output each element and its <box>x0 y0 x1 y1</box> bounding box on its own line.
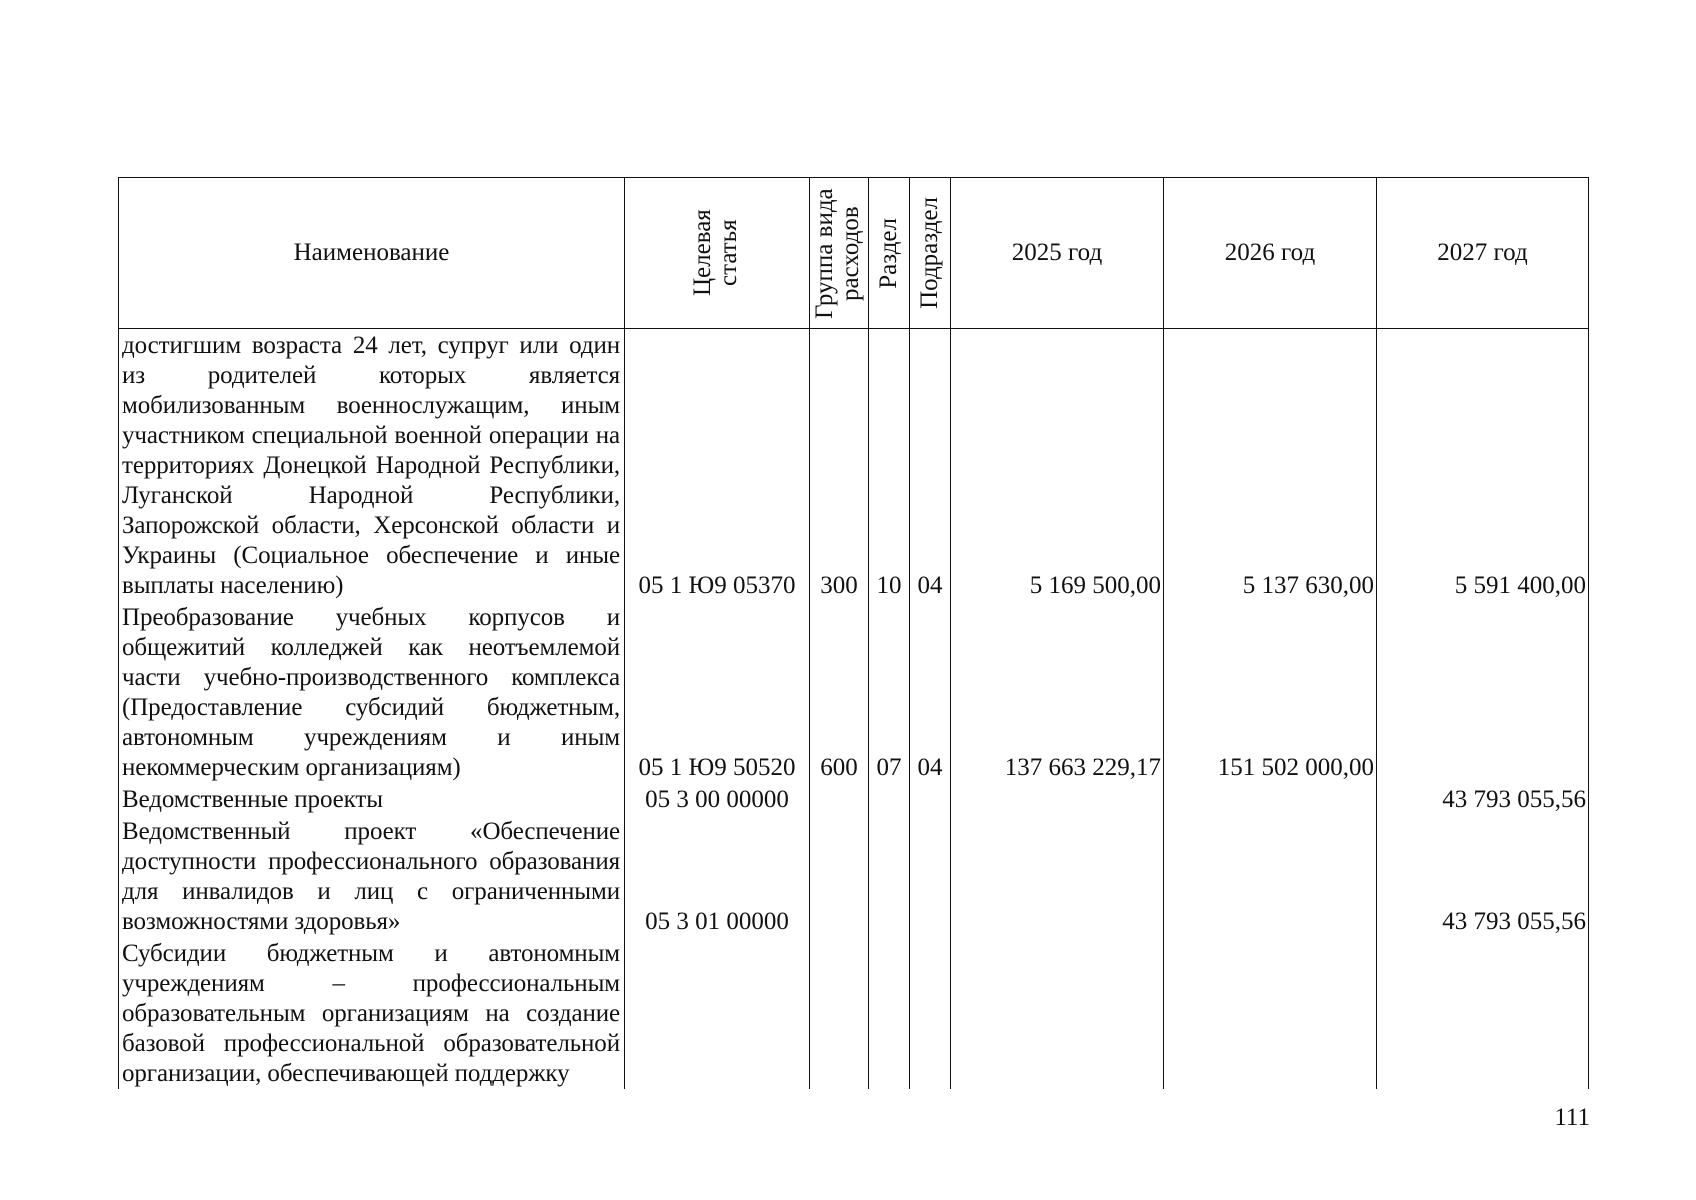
row-subsection <box>910 815 951 937</box>
header-2025: 2025 год <box>951 178 1164 329</box>
row-subsection <box>910 937 951 1089</box>
row-target: 05 1 Ю9 05370 <box>625 329 810 602</box>
row-2027: 5 591 400,00 <box>1377 329 1589 602</box>
row-2025 <box>951 815 1164 937</box>
row-group <box>810 783 869 815</box>
header-subsection: Подраздел <box>910 178 951 329</box>
row-name: Ведомственный проект «Обеспечение доступности профессионального образования для инвалидов и лиц с ограниченными возможностями здоровья» <box>119 815 625 937</box>
row-2025: 137 663 229,17 <box>951 601 1164 783</box>
row-subsection: 04 <box>910 601 951 783</box>
row-2027: 43 793 055,56 <box>1377 815 1589 937</box>
row-2027 <box>1377 601 1589 783</box>
row-group <box>810 815 869 937</box>
row-section <box>869 783 910 815</box>
row-group: 300 <box>810 329 869 602</box>
row-2026: 151 502 000,00 <box>1164 601 1377 783</box>
row-name: Ведомственные проекты <box>119 783 625 815</box>
header-section: Раздел <box>869 178 910 329</box>
row-2025 <box>951 937 1164 1089</box>
row-target <box>625 937 810 1089</box>
row-section <box>869 815 910 937</box>
header-group: Группа вида расходов <box>810 178 869 329</box>
row-group <box>810 937 869 1089</box>
table-row <box>119 329 1589 602</box>
header-target: Целевая статья <box>625 178 810 329</box>
row-name: Субсидии бюджетным и автономным учреждениям – профессиональным образовательным организациям на создание базовой профессиональной образовательной организации, обеспечивающей поддержку <box>119 937 625 1089</box>
row-2027 <box>1377 937 1589 1089</box>
row-2026 <box>1164 815 1377 937</box>
row-target: 05 1 Ю9 50520 <box>625 601 810 783</box>
row-2027: 43 793 055,56 <box>1377 783 1589 815</box>
row-subsection <box>910 783 951 815</box>
row-2025: 5 169 500,00 <box>951 329 1164 602</box>
row-target: 05 3 00 00000 <box>625 783 810 815</box>
header-name: Наименование <box>119 178 625 329</box>
row-target: 05 3 01 00000 <box>625 815 810 937</box>
table-row <box>119 601 1589 783</box>
row-section: 10 <box>869 329 910 602</box>
row-subsection: 04 <box>910 329 951 602</box>
row-2026: 5 137 630,00 <box>1164 329 1377 602</box>
header-row <box>119 178 1589 329</box>
table-header <box>119 178 1589 329</box>
table-row <box>119 815 1589 937</box>
table-body <box>119 329 1589 1090</box>
page-number: 111 <box>1554 1104 1590 1131</box>
row-2026 <box>1164 783 1377 815</box>
row-group: 600 <box>810 601 869 783</box>
row-2026 <box>1164 937 1377 1089</box>
table-row <box>119 937 1589 1089</box>
header-2027: 2027 год <box>1377 178 1589 329</box>
row-name: Преобразование учебных корпусов и общежитий колледжей как неотъемлемой части учебно-производственного комплекса (Предоставление субсидий бюджетным, автономным учреждениям и иным некоммерческим организациям) <box>119 601 625 783</box>
row-name: достигшим возраста 24 лет, супруг или один из родителей которых является мобилизованным военнослужащим, иным участником специальной военной операции на территориях Донецкой Народной Республики, Луганской Народной Республики, Запорожской области, Херсонской области и Украины (Социальное обеспечение и иные выплаты населению) <box>119 329 625 602</box>
row-section <box>869 937 910 1089</box>
budget-table <box>118 177 1589 1089</box>
header-2026: 2026 год <box>1164 178 1377 329</box>
row-section: 07 <box>869 601 910 783</box>
row-2025 <box>951 783 1164 815</box>
table-row <box>119 783 1589 815</box>
